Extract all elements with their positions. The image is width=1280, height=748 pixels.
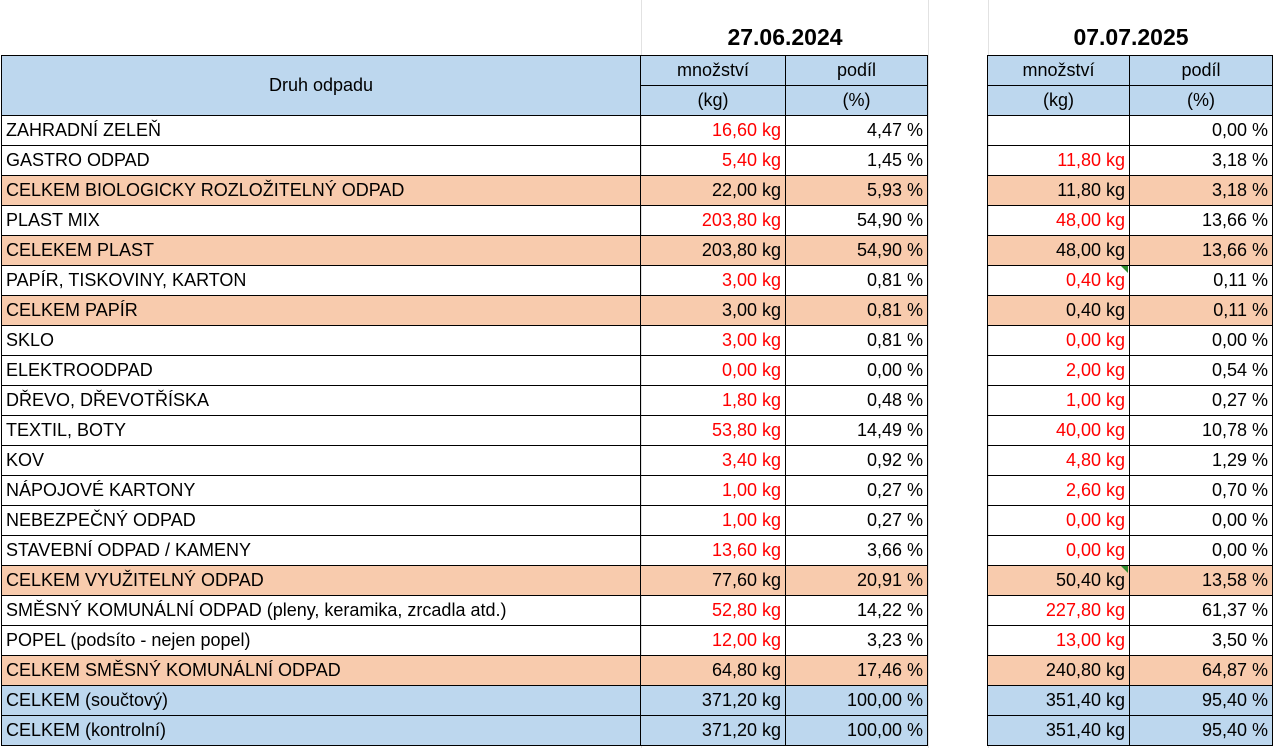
row-p1-share[interactable]: 17,46 %: [785, 655, 928, 686]
row-label[interactable]: TEXTIL, BOTY: [1, 415, 641, 446]
row-p1-share[interactable]: 0,00 %: [785, 355, 928, 386]
row-p2-share[interactable]: 3,18 %: [1129, 145, 1273, 176]
row-label[interactable]: CELEKEM PLAST: [1, 235, 641, 266]
row-p1-share[interactable]: 3,23 %: [785, 625, 928, 656]
row-p1-share[interactable]: 3,66 %: [785, 535, 928, 566]
row-p2-share[interactable]: 3,50 %: [1129, 625, 1273, 656]
header-p2-qty[interactable]: množství: [987, 55, 1130, 86]
row-p2-share[interactable]: 0,11 %: [1129, 295, 1273, 326]
comment-indicator-icon[interactable]: [1121, 566, 1128, 573]
row-p2-qty[interactable]: 11,80 kg: [987, 145, 1130, 176]
row-p1-share[interactable]: 54,90 %: [785, 235, 928, 266]
row-label[interactable]: STAVEBNÍ ODPAD / KAMENY: [1, 535, 641, 566]
row-p2-share[interactable]: 0,00 %: [1129, 325, 1273, 356]
row-label[interactable]: DŘEVO, DŘEVOTŘÍSKA: [1, 385, 641, 416]
row-p2-qty[interactable]: 0,00 kg: [987, 535, 1130, 566]
row-p2-qty[interactable]: 0,00 kg: [987, 505, 1130, 536]
row-label[interactable]: CELKEM PAPÍR: [1, 295, 641, 326]
header-p2-qty-unit[interactable]: (kg): [987, 85, 1130, 116]
row-p1-share[interactable]: 20,91 %: [785, 565, 928, 596]
row-label[interactable]: PAPÍR, TISKOVINY, KARTON: [1, 265, 641, 296]
row-p1-share[interactable]: 100,00 %: [785, 715, 928, 746]
row-label[interactable]: CELKEM BIOLOGICKY ROZLOŽITELNÝ ODPAD: [1, 175, 641, 206]
period1-date: 27.06.2024: [727, 24, 843, 50]
comment-indicator-icon[interactable]: [1121, 266, 1128, 273]
row-label[interactable]: KOV: [1, 445, 641, 476]
row-p2-qty[interactable]: 13,00 kg: [987, 625, 1130, 656]
row-p1-share[interactable]: 14,49 %: [785, 415, 928, 446]
row-label[interactable]: CELKEM VYUŽITELNÝ ODPAD: [1, 565, 641, 596]
row-label[interactable]: NÁPOJOVÉ KARTONY: [1, 475, 641, 506]
row-p2-qty[interactable]: 48,00 kg: [987, 205, 1130, 236]
row-p1-qty[interactable]: 64,80 kg: [640, 655, 786, 686]
row-p1-qty[interactable]: 3,00 kg: [640, 325, 786, 356]
row-p1-share[interactable]: 0,81 %: [785, 295, 928, 326]
row-p2-qty[interactable]: 11,80 kg: [987, 175, 1130, 206]
row-p2-share[interactable]: 13,58 %: [1129, 565, 1273, 596]
row-label[interactable]: PLAST MIX: [1, 205, 641, 236]
row-p1-qty[interactable]: 77,60 kg: [640, 565, 786, 596]
header-p1-share[interactable]: podíl: [785, 55, 928, 86]
row-p1-qty[interactable]: 5,40 kg: [640, 145, 786, 176]
row-p1-qty[interactable]: 371,20 kg: [640, 685, 786, 716]
row-p2-qty[interactable]: 227,80 kg: [987, 595, 1130, 626]
row-p1-qty[interactable]: 203,80 kg: [640, 205, 786, 236]
row-p2-share[interactable]: 0,27 %: [1129, 385, 1273, 416]
row-p1-share[interactable]: 0,48 %: [785, 385, 928, 416]
row-p2-share[interactable]: 64,87 %: [1129, 655, 1273, 686]
grid-line: [928, 0, 929, 748]
row-p2-share[interactable]: 13,66 %: [1129, 205, 1273, 236]
row-p1-qty[interactable]: 3,00 kg: [640, 295, 786, 326]
row-p2-qty[interactable]: 50,40 kg: [987, 565, 1130, 596]
row-p1-qty[interactable]: 1,00 kg: [640, 505, 786, 536]
row-p1-qty[interactable]: 203,80 kg: [640, 235, 786, 266]
row-p2-share[interactable]: 10,78 %: [1129, 415, 1273, 446]
row-p2-share[interactable]: 61,37 %: [1129, 595, 1273, 626]
row-label[interactable]: CELKEM (kontrolní): [1, 715, 641, 746]
row-p1-share[interactable]: 0,27 %: [785, 475, 928, 506]
row-p1-qty[interactable]: 3,00 kg: [640, 265, 786, 296]
row-p2-share[interactable]: 1,29 %: [1129, 445, 1273, 476]
row-p2-qty[interactable]: 0,40 kg: [987, 295, 1130, 326]
row-label[interactable]: POPEL (podsíto - nejen popel): [1, 625, 641, 656]
row-p2-share[interactable]: 13,66 %: [1129, 235, 1273, 266]
row-p2-qty[interactable]: [987, 115, 1130, 146]
row-p1-qty[interactable]: 12,00 kg: [640, 625, 786, 656]
row-p1-share[interactable]: 1,45 %: [785, 145, 928, 176]
row-label[interactable]: ZAHRADNÍ ZELEŇ: [1, 115, 641, 146]
row-p1-share[interactable]: 14,22 %: [785, 595, 928, 626]
row-p2-qty[interactable]: 1,00 kg: [987, 385, 1130, 416]
row-p1-qty[interactable]: 53,80 kg: [640, 415, 786, 446]
row-p1-share[interactable]: 54,90 %: [785, 205, 928, 236]
row-p1-qty[interactable]: 1,00 kg: [640, 475, 786, 506]
row-p1-share[interactable]: 0,81 %: [785, 265, 928, 296]
row-p1-share[interactable]: 0,92 %: [785, 445, 928, 476]
row-p2-qty[interactable]: 4,80 kg: [987, 445, 1130, 476]
row-p2-share[interactable]: 95,40 %: [1129, 715, 1273, 746]
row-p1-qty[interactable]: 52,80 kg: [640, 595, 786, 626]
row-p2-qty[interactable]: 40,00 kg: [987, 415, 1130, 446]
row-p2-share[interactable]: 0,00 %: [1129, 115, 1273, 146]
row-label[interactable]: SKLO: [1, 325, 641, 356]
header-waste-type[interactable]: Druh odpadu: [1, 55, 641, 116]
row-p1-qty[interactable]: 3,40 kg: [640, 445, 786, 476]
row-p2-share[interactable]: 95,40 %: [1129, 685, 1273, 716]
row-p2-share[interactable]: 3,18 %: [1129, 175, 1273, 206]
header-p2-share-unit[interactable]: (%): [1129, 85, 1273, 116]
header-p1-qty[interactable]: množství: [640, 55, 786, 86]
row-p1-qty[interactable]: 371,20 kg: [640, 715, 786, 746]
row-p1-share[interactable]: 4,47 %: [785, 115, 928, 146]
row-p2-qty[interactable]: 48,00 kg: [987, 235, 1130, 266]
row-p2-qty[interactable]: 240,80 kg: [987, 655, 1130, 686]
header-p2-share[interactable]: podíl: [1129, 55, 1273, 86]
row-p2-qty[interactable]: 351,40 kg: [987, 685, 1130, 716]
row-p2-qty[interactable]: 0,40 kg: [987, 265, 1130, 296]
row-label[interactable]: CELKEM SMĚSNÝ KOMUNÁLNÍ ODPAD: [1, 655, 641, 686]
row-label[interactable]: CELKEM (součtový): [1, 685, 641, 716]
row-p1-qty[interactable]: 0,00 kg: [640, 355, 786, 386]
row-p2-share[interactable]: 0,00 %: [1129, 505, 1273, 536]
row-p1-share[interactable]: 0,27 %: [785, 505, 928, 536]
row-p2-qty[interactable]: 0,00 kg: [987, 325, 1130, 356]
header-p1-share-unit[interactable]: (%): [785, 85, 928, 116]
row-p1-share[interactable]: 0,81 %: [785, 325, 928, 356]
row-p1-qty[interactable]: 22,00 kg: [640, 175, 786, 206]
row-label[interactable]: NEBEZPEČNÝ ODPAD: [1, 505, 641, 536]
row-p1-qty[interactable]: 16,60 kg: [640, 115, 786, 146]
row-p2-share[interactable]: 0,54 %: [1129, 355, 1273, 386]
row-p1-qty[interactable]: 13,60 kg: [640, 535, 786, 566]
row-p2-qty[interactable]: 2,60 kg: [987, 475, 1130, 506]
row-p1-share[interactable]: 100,00 %: [785, 685, 928, 716]
row-p2-share[interactable]: 0,11 %: [1129, 265, 1273, 296]
row-p1-qty[interactable]: 1,80 kg: [640, 385, 786, 416]
row-label[interactable]: GASTRO ODPAD: [1, 145, 641, 176]
row-p2-qty[interactable]: 2,00 kg: [987, 355, 1130, 386]
row-p1-share[interactable]: 5,93 %: [785, 175, 928, 206]
row-p2-qty[interactable]: 351,40 kg: [987, 715, 1130, 746]
period2-date: 07.07.2025: [1073, 24, 1189, 50]
row-label[interactable]: ELEKTROODPAD: [1, 355, 641, 386]
row-p2-share[interactable]: 0,00 %: [1129, 535, 1273, 566]
header-p1-qty-unit[interactable]: (kg): [640, 85, 786, 116]
row-p2-share[interactable]: 0,70 %: [1129, 475, 1273, 506]
row-label[interactable]: SMĚSNÝ KOMUNÁLNÍ ODPAD (pleny, keramika, zrcadla atd.): [1, 595, 641, 626]
